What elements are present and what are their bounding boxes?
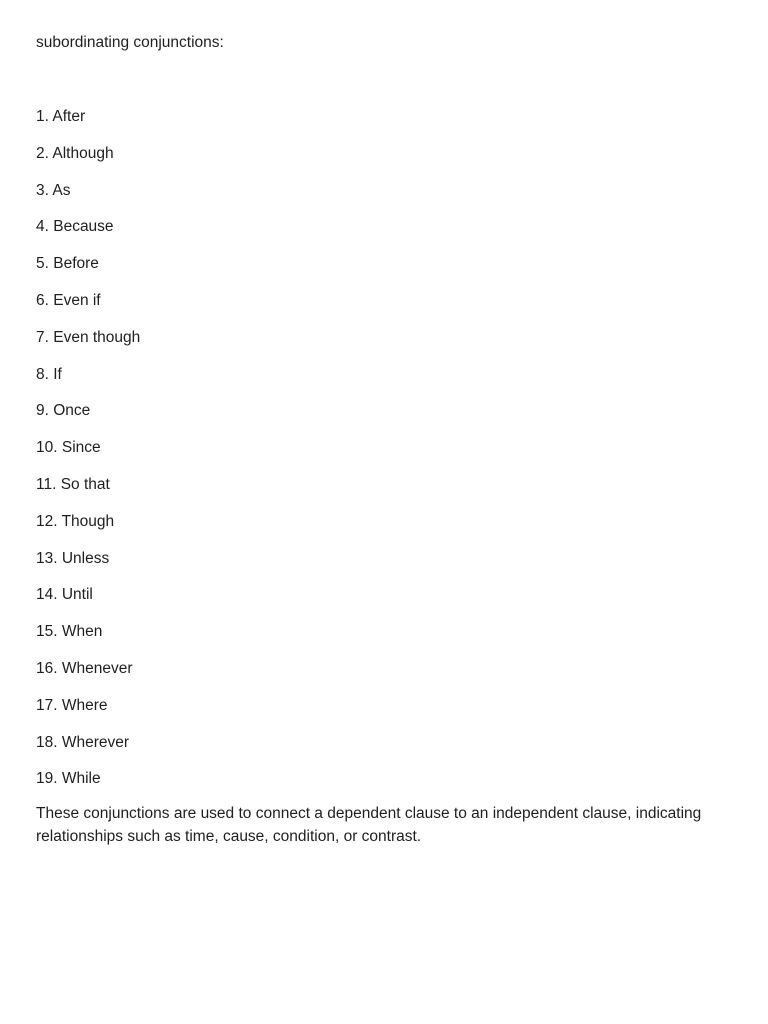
- list-item: 18. Wherever: [36, 733, 130, 751]
- list-item: 6. Even if: [36, 291, 101, 309]
- list-item: 7. Even though: [36, 328, 141, 346]
- list-item: 17. Where: [36, 696, 108, 714]
- list-item: 9. Once: [36, 402, 91, 420]
- summary-paragraph: These conjunctions are used to connect a dependent clause to an independent clause, indicating relationships such as time, cause, condition, or contrast.: [36, 805, 702, 846]
- list-item: 14. Until: [36, 586, 93, 604]
- list-item: 16. Whenever: [36, 659, 133, 677]
- list-item: 10. Since: [36, 439, 101, 457]
- conjunction-list: [36, 105, 726, 804]
- list-item: 1. After: [36, 108, 86, 125]
- document-body: [36, 31, 726, 848]
- list-item: 2. Although: [36, 144, 114, 162]
- list-item: 19. While: [36, 770, 101, 788]
- list-item: 15. When: [36, 623, 103, 641]
- list-item: 8. If: [36, 365, 62, 383]
- list-item: 13. Unless: [36, 549, 110, 567]
- list-item: 5. Before: [36, 255, 99, 273]
- list-item: 12. Though: [36, 512, 115, 530]
- list-item: 11. So that: [36, 475, 110, 493]
- list-item: 4. Because: [36, 218, 114, 236]
- list-item: 3. As: [36, 181, 71, 199]
- list-heading: subordinating conjunctions:: [36, 34, 224, 51]
